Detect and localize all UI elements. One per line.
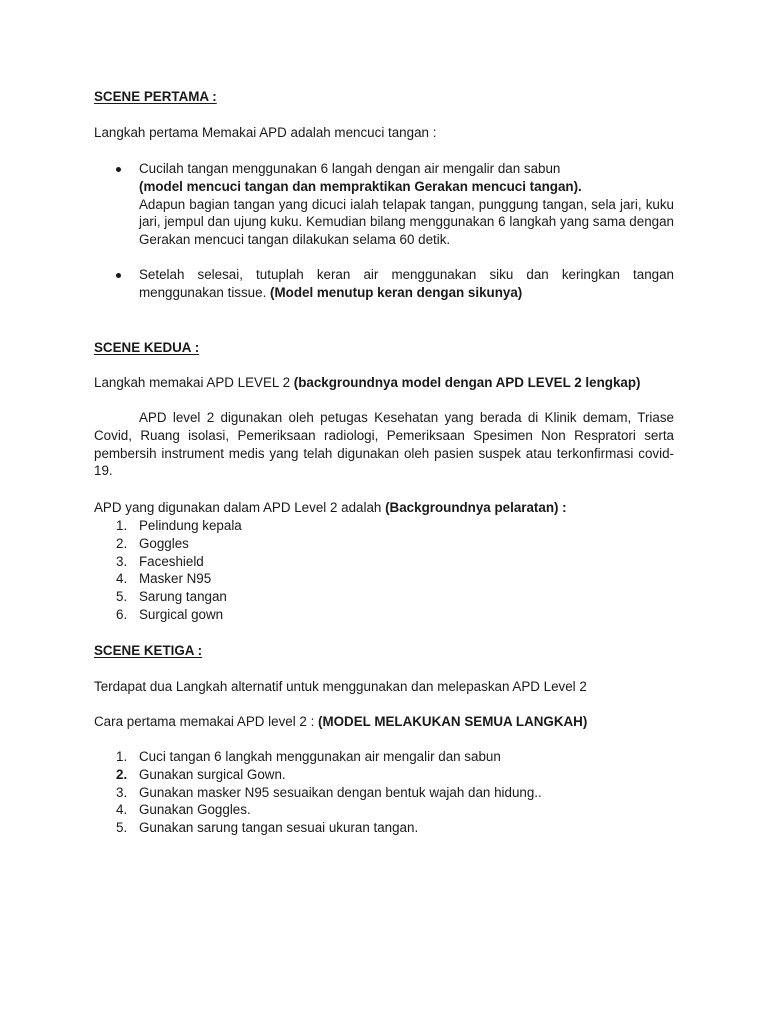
bullet-dot-icon — [116, 167, 121, 172]
list-item — [94, 588, 674, 606]
apd-list-intro — [94, 499, 567, 517]
list-item — [94, 748, 674, 766]
cara-pertama-steps-list — [94, 748, 674, 837]
bullet-cuci-tangan-body: Adapun bagian tangan yang dicuci ialah telapak tangan, punggung tangan, sela jari, kuku jari, jempul dan ujung kuku. Kemudian bilang menggunakan 6 langkah yang sama dengan Gerakan mencuci tangan dilakukan selama 60 detik. — [139, 196, 674, 248]
scene-kedua-intro — [94, 374, 640, 392]
list-item-number: 1. — [116, 518, 128, 533]
cara-pertama-note: (MODEL MELAKUKAN SEMUA LANGKAH) — [318, 714, 588, 729]
bullet-tutup-keran-text: Setelah selesai, tutuplah keran air menggunakan siku dan keringkan tangan menggunakan tissue. — [139, 267, 674, 300]
scene-ketiga-intro: Terdapat dua Langkah alternatif untuk menggunakan dan melepaskan APD Level 2 — [94, 679, 587, 694]
list-item — [94, 553, 674, 571]
list-item — [94, 517, 674, 535]
list-item-number: 5. — [116, 820, 128, 836]
apd-list-intro-note: (Backgroundnya pelaratan) : — [385, 500, 567, 515]
list-item-text: Gunakan Goggles. — [139, 802, 251, 818]
list-item — [94, 766, 674, 784]
list-item-number: 5. — [116, 589, 128, 605]
list-item-number: 3. — [116, 784, 128, 800]
list-item-number: 2. — [116, 766, 128, 782]
apd-equipment-list — [94, 517, 674, 624]
list-item-text: Goggles — [139, 535, 189, 551]
scene-kedua-heading: SCENE KEDUA : — [94, 340, 200, 355]
list-item — [94, 535, 674, 553]
list-item-text: Cuci tangan 6 langkah menggunakan air mengalir dan sabun — [139, 749, 501, 764]
bullet-cuci-tangan-note: (model mencuci tangan dan mempraktikan Gerakan mencuci tangan). — [139, 178, 582, 194]
bullet-cuci-tangan-line: Cucilah tangan menggunakan 6 langah dengan air mengalir dan sabun — [139, 161, 561, 176]
list-item — [94, 606, 674, 624]
list-item-number: 6. — [116, 606, 128, 622]
list-item-text: Surgical gown — [139, 606, 224, 622]
list-item-number: 4. — [116, 802, 128, 818]
list-item-text: Pelindung kepala — [139, 518, 242, 533]
scene-pertama-heading: SCENE PERTAMA : — [94, 89, 217, 104]
list-item-text: Gunakan surgical Gown. — [139, 766, 286, 782]
list-item — [94, 784, 674, 802]
list-item — [94, 801, 674, 819]
scene-ketiga-heading: SCENE KETIGA : — [94, 643, 203, 658]
apd-level2-paragraph: APD level 2 digunakan oleh petugas Kesehatan yang berada di Klinik demam, Triase Covid, Ruang isolasi, Pemeriksaan radiologi, Pemeriksaan Spesimen Non Respratori serta pembersih instrument medis yang telah digunakan oleh pasien suspek atau terkonfirmasi covid-19. — [94, 410, 674, 479]
list-item-number: 1. — [116, 749, 128, 764]
bullet-dot-icon — [116, 273, 121, 278]
list-item — [94, 819, 674, 837]
list-item — [94, 570, 674, 588]
scene-kedua-intro-text: Langkah memakai APD LEVEL 2 — [94, 375, 291, 390]
list-item-text: Gunakan masker N95 sesuaikan dengan bentuk wajah dan hidung.. — [139, 784, 542, 800]
list-item-number: 3. — [116, 553, 128, 569]
list-item-text: Faceshield — [139, 553, 204, 569]
cara-pertama-intro — [94, 713, 587, 731]
scene-kedua-intro-note: (backgroundnya model dengan APD LEVEL 2 lengkap) — [293, 375, 641, 390]
list-item-number: 2. — [116, 535, 128, 551]
apd-list-intro-text: APD yang digunakan dalam APD Level 2 adalah — [94, 500, 382, 515]
list-item-number: 4. — [116, 571, 128, 587]
cara-pertama-text: Cara pertama memakai APD level 2 : — [94, 714, 315, 729]
bullet-tutup-keran-paragraph — [139, 266, 674, 302]
bullet-tutup-keran-note: (Model menutup keran dengan sikunya) — [270, 284, 523, 300]
list-item-text: Gunakan sarung tangan sesuai ukuran tangan. — [139, 820, 419, 836]
list-item-text: Sarung tangan — [139, 589, 227, 605]
scene-pertama-intro: Langkah pertama Memakai APD adalah mencuci tangan : — [94, 125, 437, 140]
list-item-text: Masker N95 — [139, 571, 212, 587]
